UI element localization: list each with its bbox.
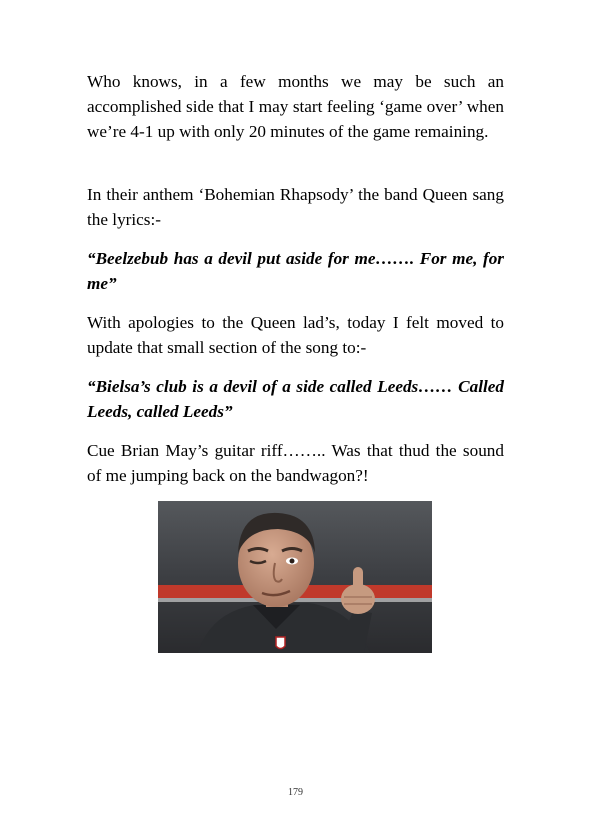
lyric-quote-original: “Beelzebub has a devil put aside for me……. For me, for me” — [87, 249, 504, 293]
lyric-quote-updated: “Bielsa’s club is a devil of a side called Leeds…… Called Leeds, called Leeds” — [87, 377, 504, 421]
body-paragraph-anthem: In their anthem ‘Bohemian Rhapsody’ the band Queen sang the lyrics:- — [87, 185, 504, 229]
body-paragraph-guitar-riff: Cue Brian May’s guitar riff…….. Was that thud the sound of me jumping back on the bandwagon?! — [87, 441, 504, 485]
body-paragraph-game-over: Who knows, in a few months we may be such an accomplished side that I may start feeling ‘game over’ when we’re 4-1 up with only 20 minutes of the game remaining. — [87, 72, 504, 141]
page-number: 179 — [288, 787, 303, 798]
coach-thumbs-up-photo — [158, 501, 432, 653]
body-paragraph-apologies: With apologies to the Queen lad’s, today I felt moved to update that small section of the song to:- — [87, 313, 504, 357]
